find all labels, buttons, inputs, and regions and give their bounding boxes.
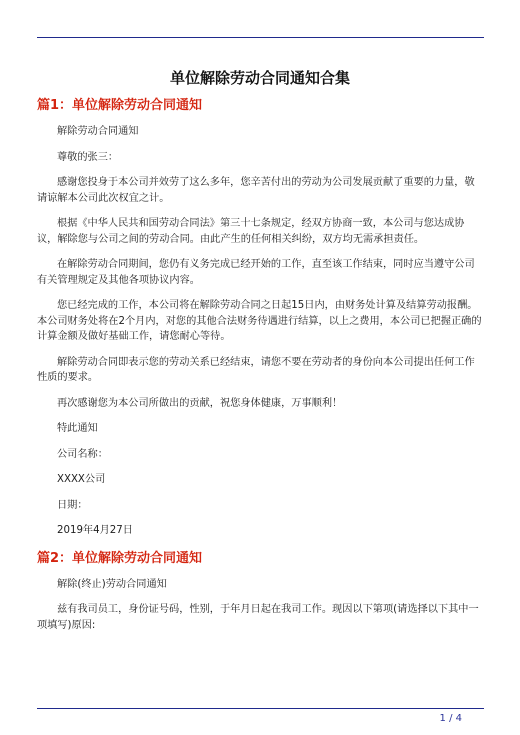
paragraph: 解除劳动合同通知 bbox=[57, 126, 139, 137]
paragraph: 根据《中华人民共和国劳动合同法》第三十七条规定，经双方协商一致，本公司与您达成协议，解除您与公司之间的劳动合同。由此产生的任何相关纠纷，双方均无需承担责任。 bbox=[37, 218, 465, 245]
header-rule bbox=[37, 37, 484, 38]
paragraph: 感谢您投身于本公司并效劳了这么多年，您辛苦付出的劳动为公司发展贡献了重要的力量，敬请谅解本公司此次权宜之计。 bbox=[37, 177, 475, 204]
paragraph: 再次感谢您为本公司所做出的贡献，祝您身体健康，万事顺利！ bbox=[57, 397, 343, 409]
paragraph: 解除劳动合同即表示您的劳动关系已经结束，请您不要在劳动者的身份向本公司提出任何工作性质的要求。 bbox=[37, 356, 475, 383]
document-body bbox=[37, 96, 484, 633]
page-indicator: 1 / 4 bbox=[439, 713, 462, 724]
paragraph: 在解除劳动合同期间，您仍有义务完成已经开始的工作，直至该工作结束，同时应当遵守公司有关管理规定及其他各项协议内容。 bbox=[37, 259, 475, 286]
paragraph: 公司名称： bbox=[57, 448, 108, 460]
paragraph: 兹有我司员工，身份证号码，性别，于年月日起在我司工作。现因以下第项(请选择以下其中一项填写)原因: bbox=[37, 604, 479, 631]
paragraph: 特此通知 bbox=[57, 423, 98, 434]
section-1-heading: 篇1：单位解除劳动合同通知 bbox=[37, 98, 203, 113]
paragraph: XXXX公司 bbox=[57, 474, 106, 485]
section-2-heading: 篇2：单位解除劳动合同通知 bbox=[37, 550, 203, 566]
paragraph: 解除(终止)劳动合同通知 bbox=[57, 578, 167, 590]
paragraph: 您已经完成的工作，本公司将在解除劳动合同之日起15日内，由财务处计算及结算劳动报酬。本公司财务处将在2个月内，对您的其他合法财务待遇进行结算，以上之费用，本公司已把握正确的计算金额及做好基础工作，请您耐心等待。 bbox=[37, 300, 482, 342]
paragraph: 日期： bbox=[57, 499, 88, 511]
document-title: 单位解除劳动合同通知合集 bbox=[169, 69, 350, 87]
paragraph: 尊敬的张三： bbox=[57, 151, 119, 163]
paragraph: 2019年4月27日 bbox=[57, 525, 133, 536]
footer-rule bbox=[37, 708, 484, 709]
